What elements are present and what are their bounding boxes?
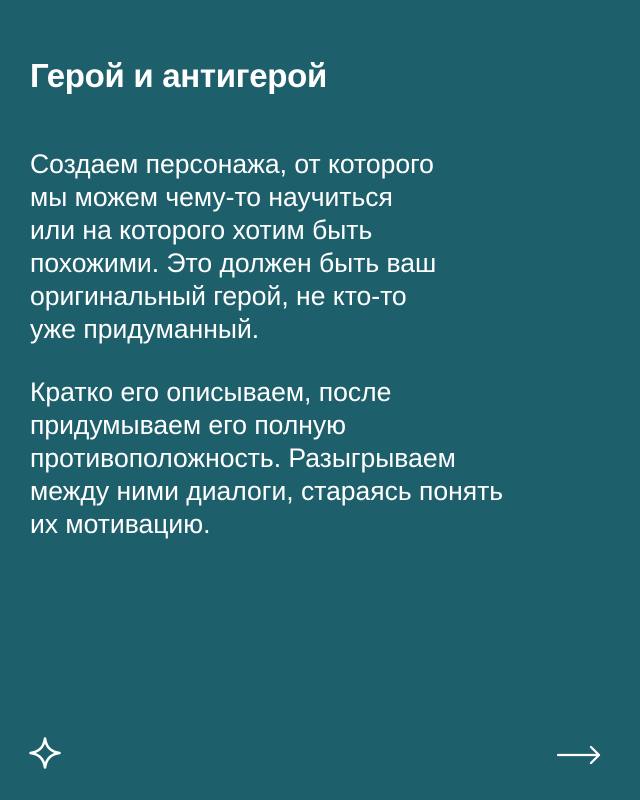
paragraph-2-line: их мотивацию. (30, 509, 211, 539)
paragraph-2-line: Кратко его описываем, после (30, 377, 392, 407)
paragraph-1 (30, 148, 436, 346)
paragraph-1-line: мы можем чему-то научиться (30, 182, 393, 212)
paragraph-2 (30, 376, 503, 541)
paragraph-2-line: между ними диалоги, стараясь понять (30, 476, 504, 506)
arrow-right-icon[interactable] (556, 742, 602, 768)
paragraph-1-line: уже придуманный. (30, 314, 260, 344)
paragraph-1-line: похожими. Это должен быть ваш (30, 248, 437, 278)
slide-title: Герой и антигерой (30, 57, 327, 94)
paragraph-1-line: или на которого хотим быть (30, 215, 373, 245)
paragraph-1-line: оригинальный герой, не кто-то (30, 281, 407, 311)
paragraph-2-line: придумываем его полную (30, 410, 347, 440)
sparkle-star-outline-icon (28, 736, 62, 770)
paragraph-2-line: противоположность. Разыгрываем (30, 443, 456, 473)
paragraph-1-line: Создаем персонажа, от которого (30, 149, 434, 179)
